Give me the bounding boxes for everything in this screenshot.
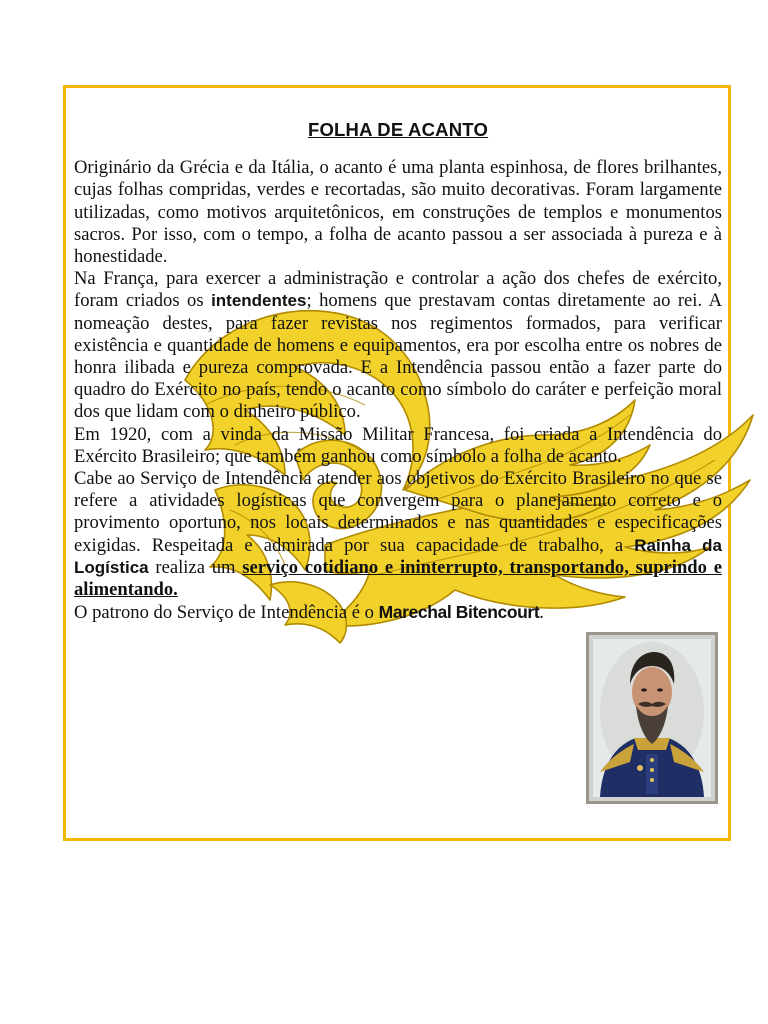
portrait-marechal-bitencourt (586, 632, 718, 804)
paragraph-france (74, 268, 722, 423)
document-body (74, 119, 722, 624)
paragraph-service-text-a: Cabe ao Serviço de Intendência atender aos objetivos do Exército Brasileiro no que se refere a atividades logísticas que convergem para o planejamento correto e o provimento oportuno, nos locais determinados e nas quantidades e especificações exigidas. Respeitada e admirada por sua capacidade de trabalho, a (74, 468, 722, 556)
patron-name: Marechal Bitencourt (378, 602, 540, 623)
paragraph-france-text-a: Na França, para exercer a administração e controlar a ação dos chefes de exército, foram criados os (74, 268, 722, 312)
paragraph-france-text-b: ; homens que prestavam contas diretamente ao rei. A nomeação destes, para fazer revistas nos regimentos formados, para verificar existência e quantidade de homens e equipamentos, era por escolha entre os nobres de honra ilibada e pureza comprovada. E a Intendência passou então a fazer parte do quadro do Exército no país, tendo o acanto como símbolo do caráter e perfeição moral dos que lidam com o dinheiro público. (74, 290, 723, 423)
paragraph-patron-text: O patrono do Serviço de Intendência é o (74, 602, 379, 624)
term-servico-cotidiano: serviço cotidiano e ininterrupto, transportando, suprindo e alimentando. (74, 556, 722, 601)
document-title: FOLHA DE ACANTO (307, 119, 489, 140)
term-rainha-da-logistica: Rainha da Logística (74, 535, 722, 577)
paragraph-service (74, 468, 722, 601)
paragraph-1920: Em 1920, com a vinda da Missão Militar Francesa, foi criada a Intendência do Exército Brasileiro; que também ganhou como símbolo a folha de acanto. (74, 423, 722, 467)
term-intendentes: intendentes (211, 291, 307, 311)
paragraph-patron-end: . (539, 602, 544, 624)
paragraph-service-text-b: realiza um (148, 556, 243, 578)
paragraph-origin: Originário da Grécia e da Itália, o acanto é uma planta espinhosa, de flores brilhantes, cujas folhas compridas, verdes e recortadas, são muito decorativas. Foram largamente utilizadas, como motivos arquitetônicos, em construções de templos e monumentos sacros. Por isso, com o tempo, a folha de acanto passou a ser associada à pureza e à honestidade. (74, 157, 722, 268)
paragraph-patron (74, 601, 722, 624)
